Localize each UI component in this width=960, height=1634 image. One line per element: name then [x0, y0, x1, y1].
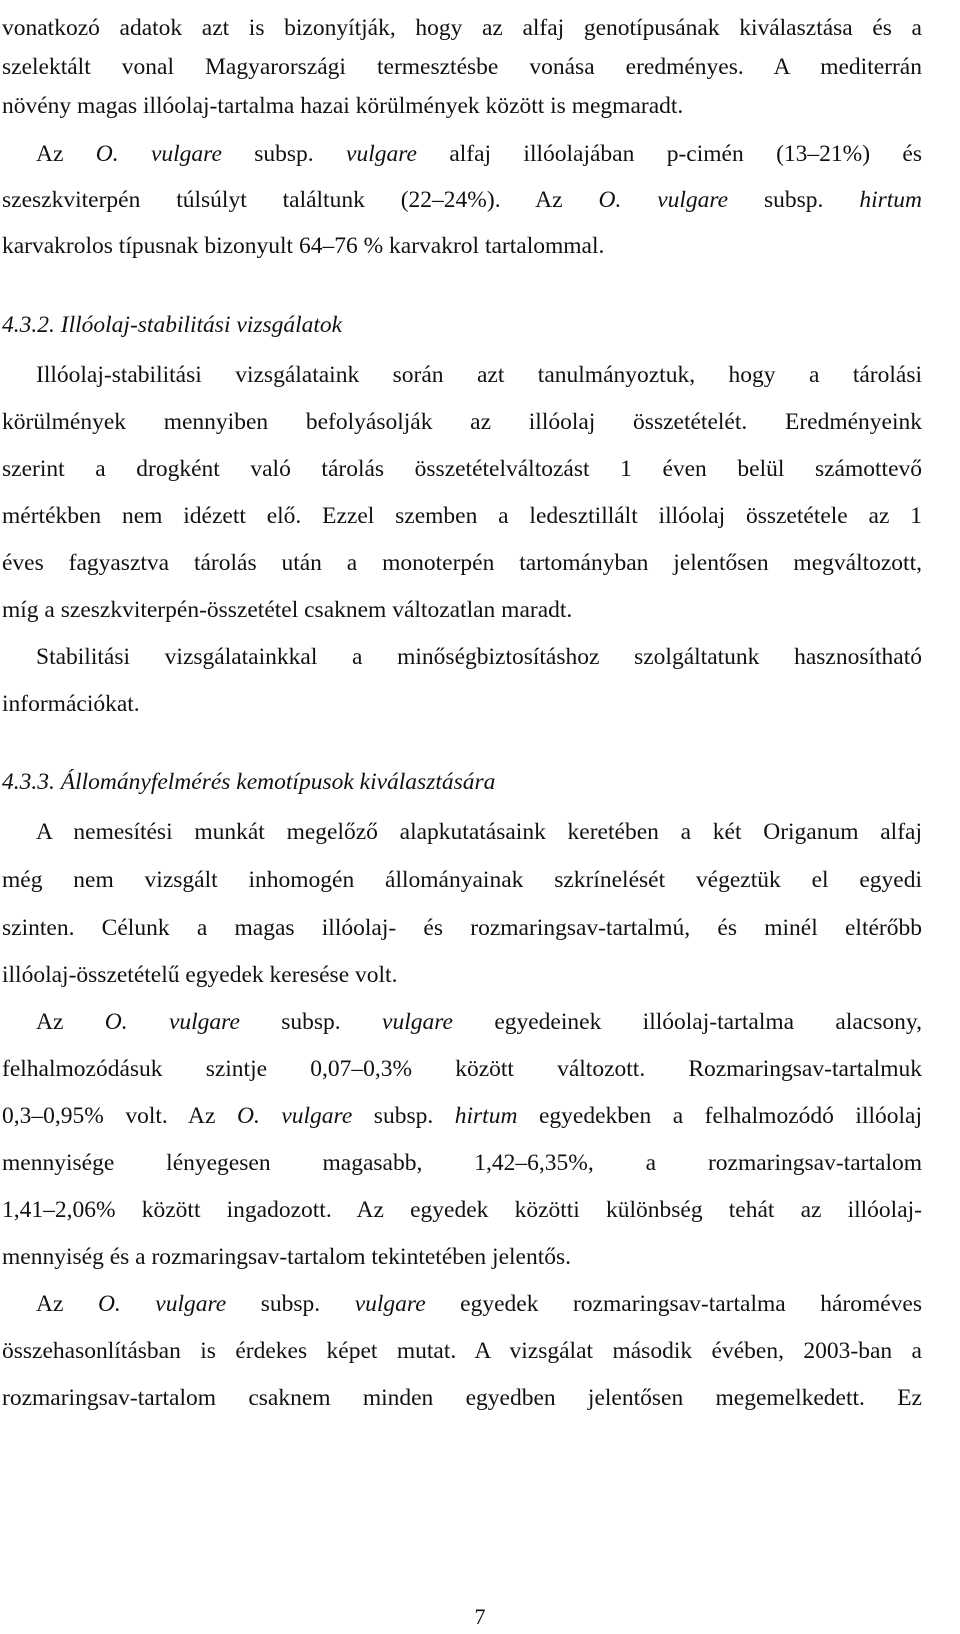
text-run: egyedeinek illóolaj-tartalma alacsony,	[452, 1009, 922, 1035]
subspecies-name: vulgare	[346, 141, 417, 167]
text-run: subsp.	[239, 1009, 383, 1035]
text-line: illóolaj-összetételű egyedek keresése volt.	[2, 962, 398, 988]
text-run: Az	[36, 1009, 105, 1035]
text-run: subsp.	[352, 1103, 455, 1129]
text-run: Az	[36, 141, 96, 167]
section-heading: 4.3.3. Állományfelmérés kemotípusok kiválasztására	[2, 769, 496, 795]
text-line: szinten. Célunk a magas illóolaj- és rozmaringsav-tartalmú, és minél eltérőbb	[2, 915, 922, 941]
text-line: éves fagyasztva tárolás után a monoterpén tartományban jelentősen megváltozott,	[2, 550, 922, 576]
species-name: O. vulgare	[104, 1009, 240, 1035]
text-run: Az	[36, 1291, 98, 1317]
text-line: Illóolaj-stabilitási vizsgálataink során azt tanulmányoztuk, hogy a tárolási	[36, 362, 922, 388]
subspecies-name: hirtum	[859, 187, 923, 213]
section-heading: 4.3.2. Illóolaj-stabilitási vizsgálatok	[2, 312, 343, 338]
text-line: körülmények mennyiben befolyásolják az illóolaj összetételét. Eredményeink	[2, 409, 922, 435]
text-run: alfaj illóolajában p-cimén (13–21%) és	[416, 141, 922, 167]
text-run: subsp.	[226, 1291, 355, 1317]
text-run: 0,3–0,95% volt. Az	[2, 1103, 237, 1129]
text-line	[2, 1092, 922, 1140]
text-line: mértékben nem idézett elő. Ezzel szemben a ledesztillált illóolaj összetétele az 1	[2, 503, 922, 529]
text-line	[2, 176, 922, 224]
text-line: információkat.	[2, 691, 140, 717]
text-line: összehasonlításban is érdekes képet mutat. A vizsgálat második évében, 2003-ban a	[2, 1338, 922, 1364]
text-line: még nem vizsgált inhomogén állományainak szkrínelését végeztük el egyedi	[2, 867, 922, 893]
text-line: 1,41–2,06% között ingadozott. Az egyedek közötti különbség tehát az illóolaj-	[2, 1197, 922, 1223]
text-line	[36, 1280, 922, 1328]
text-line: karvakrolos típusnak bizonyult 64–76 % karvakrol tartalommal.	[2, 233, 605, 259]
subspecies-name: vulgare	[354, 1291, 426, 1317]
text-line	[36, 998, 922, 1046]
text-line: Stabilitási vizsgálatainkkal a minőségbiztosításhoz szolgáltatunk hasznosítható	[36, 644, 922, 670]
subspecies-name: vulgare	[382, 1009, 453, 1035]
text-line: mennyisége lényegesen magasabb, 1,42–6,35%, a rozmaringsav-tartalom	[2, 1150, 922, 1176]
text-line: A nemesítési munkát megelőző alapkutatásaink keretében a két Origanum alfaj	[36, 819, 922, 845]
text-line	[36, 130, 922, 178]
subspecies-name: hirtum	[454, 1103, 518, 1129]
species-name: O. vulgare	[598, 187, 729, 213]
text-run: egyedekben a felhalmozódó illóolaj	[517, 1103, 922, 1129]
species-name: O. vulgare	[95, 141, 222, 167]
text-line: felhalmozódásuk szintje 0,07–0,3% között változott. Rozmaringsav-tartalmuk	[2, 1056, 922, 1082]
text-run: subsp.	[221, 141, 347, 167]
text-line: szelektált vonal Magyarországi termesztésbe vonása eredményes. A mediterrán	[2, 54, 922, 80]
text-line: növény magas illóolaj-tartalma hazai körülmények között is megmaradt.	[2, 93, 684, 119]
text-run: subsp.	[728, 187, 860, 213]
text-line: rozmaringsav-tartalom csaknem minden egyedben jelentősen megemelkedett. Ez	[2, 1385, 922, 1411]
text-line: mennyiség és a rozmaringsav-tartalom tekintetében jelentős.	[2, 1244, 572, 1270]
text-line: míg a szeszkviterpén-összetétel csaknem változatlan maradt.	[2, 597, 573, 623]
text-line: vonatkozó adatok azt is bizonyítják, hogy az alfaj genotípusának kiválasztása és a	[2, 15, 922, 41]
text-run: szeszkviterpén túlsúlyt találtunk (22–24%). Az	[2, 187, 599, 213]
species-name: O. vulgare	[97, 1291, 227, 1317]
text-run: egyedek rozmaringsav-tartalma hároméves	[425, 1291, 923, 1317]
text-line: szerint a drogként való tárolás összetételváltozást 1 éven belül számottevő	[2, 456, 922, 482]
page-number: 7	[474, 1604, 486, 1629]
species-name: O. vulgare	[236, 1103, 353, 1129]
